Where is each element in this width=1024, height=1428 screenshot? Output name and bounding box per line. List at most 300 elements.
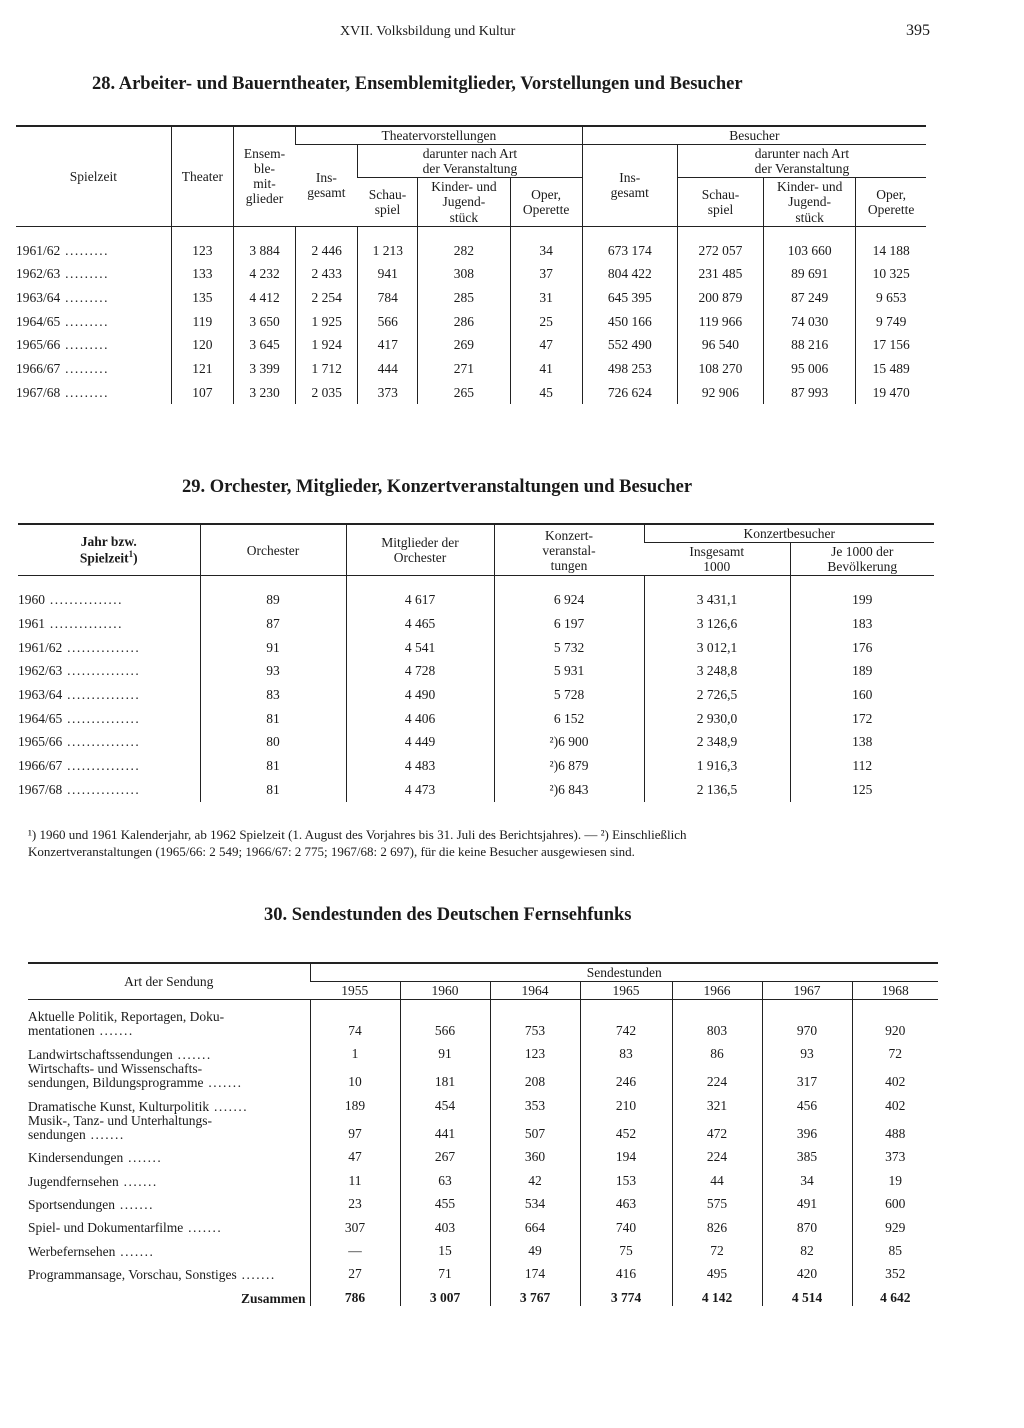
row-label-text: Aktuelle Politik, Reportagen, Doku- mentationen — [28, 1009, 225, 1039]
cell: 2 136,5 — [644, 778, 790, 802]
row-label — [18, 730, 200, 754]
row-label — [18, 683, 200, 707]
cell: 740 — [580, 1212, 672, 1235]
cell: 27 — [310, 1259, 400, 1282]
cell: 402 — [852, 1090, 938, 1113]
cell: 4 142 — [672, 1282, 762, 1305]
col-vorst-kinder: Kinder- und Jugend- stück — [418, 178, 510, 226]
col-vorst-schauspiel: Schau- spiel — [358, 178, 418, 226]
col-year: 1964 — [490, 982, 580, 1000]
leader-dots: ....... — [236, 1267, 276, 1283]
cell: 3 012,1 — [644, 636, 790, 660]
cell: 34 — [510, 226, 582, 262]
cell: 153 — [580, 1165, 672, 1188]
table-row — [16, 262, 926, 286]
row-label-text: 1966/67 — [16, 360, 61, 376]
cell: 920 — [852, 1000, 938, 1039]
col-mitglieder: Mitglieder der Orchester — [346, 524, 494, 576]
cell: 208 — [490, 1062, 580, 1090]
cell: 402 — [852, 1062, 938, 1090]
leader-dots: ....... — [85, 1126, 125, 1142]
cell: 970 — [762, 1000, 852, 1039]
cell: 282 — [418, 226, 510, 262]
table-row — [16, 286, 926, 310]
row-label-text: 1965/66 — [16, 337, 61, 353]
cell: 93 — [200, 659, 346, 683]
col-insgesamt: Insgesamt 1000 — [644, 543, 790, 576]
cell: 11 — [310, 1165, 400, 1188]
row-label-text: Jugendfernsehen — [28, 1173, 119, 1189]
table-row — [18, 754, 934, 778]
cell: 10 — [310, 1062, 400, 1090]
cell: 6 197 — [494, 612, 644, 636]
cell: 176 — [790, 636, 934, 660]
cell: 10 325 — [856, 262, 926, 286]
cell: 80 — [200, 730, 346, 754]
row-label — [16, 310, 171, 334]
cell: 472 — [672, 1114, 762, 1142]
leader-dots: ......... — [60, 384, 110, 400]
cell: ²)6 900 — [494, 730, 644, 754]
cell: 4 473 — [346, 778, 494, 802]
table-row — [28, 1090, 938, 1113]
row-label — [18, 707, 200, 731]
cell: 4 412 — [233, 286, 295, 310]
cell: 93 — [762, 1039, 852, 1062]
footnote-line-1: ¹) 1960 und 1961 Kalenderjahr, ab 1962 Spielzeit (1. August des Vorjahres bis 31. Juli des Berichtsjahres). — ²) Einschließlich — [28, 827, 687, 842]
cell: 416 — [580, 1259, 672, 1282]
leader-dots: ....... — [183, 1220, 223, 1236]
col-year: 1967 — [762, 982, 852, 1000]
cell: 2 433 — [296, 262, 358, 286]
col-vorst-insgesamt: Ins- gesamt — [296, 145, 358, 227]
cell: 89 691 — [764, 262, 856, 286]
table-row — [28, 1000, 938, 1039]
footnote-marker: 1 — [128, 549, 134, 560]
cell: 673 174 — [582, 226, 677, 262]
row-label — [28, 1142, 310, 1165]
table-29-title: 29. Orchester, Mitglieder, Konzertveranstaltungen und Besucher — [182, 477, 693, 497]
group-besucher: Besucher — [582, 126, 926, 145]
row-label-text: 1966/67 — [18, 757, 63, 773]
cell: 42 — [490, 1165, 580, 1188]
cell: 82 — [762, 1236, 852, 1259]
cell: 49 — [490, 1236, 580, 1259]
row-label — [18, 778, 200, 802]
col-je-1000: Je 1000 der Bevölkerung — [790, 543, 934, 576]
row-label-text: 1967/68 — [16, 384, 61, 400]
cell: 3 884 — [233, 226, 295, 262]
footnote-line-2: Konzertveranstaltungen (1965/66: 2 549; 1966/67: 2 775; 1967/68: 2 697), für die keine Besucher ausgewiesen sind. — [28, 843, 635, 859]
leader-dots: ......... — [60, 337, 110, 353]
cell: 2 348,9 — [644, 730, 790, 754]
table-row — [28, 1142, 938, 1165]
cell: 353 — [490, 1090, 580, 1113]
leader-dots: ....... — [115, 1197, 154, 1213]
cell: 566 — [400, 1000, 490, 1039]
table-row — [16, 333, 926, 357]
cell: 265 — [418, 381, 510, 405]
cell: 3 645 — [233, 333, 295, 357]
cell: 269 — [418, 333, 510, 357]
cell: 189 — [310, 1090, 400, 1113]
leader-dots: ......... — [60, 360, 110, 376]
table-28 — [16, 125, 926, 404]
cell: 664 — [490, 1212, 580, 1235]
cell: 15 489 — [856, 357, 926, 381]
cell: 95 006 — [764, 357, 856, 381]
col-besucher-kinder: Kinder- und Jugend- stück — [764, 178, 856, 226]
row-label-text: 1961/62 — [16, 242, 61, 258]
cell: 600 — [852, 1189, 938, 1212]
table-row — [18, 612, 934, 636]
row-label — [28, 1090, 310, 1113]
cell: 1 — [310, 1039, 400, 1062]
cell: 2 726,5 — [644, 683, 790, 707]
cell: 804 422 — [582, 262, 677, 286]
cell: 267 — [400, 1142, 490, 1165]
cell: 81 — [200, 754, 346, 778]
cell: 72 — [852, 1039, 938, 1062]
cell: 47 — [310, 1142, 400, 1165]
col-jahr-label: Jahr bzw. Spielzeit — [79, 534, 137, 566]
row-label-text: Sportsendungen — [28, 1197, 115, 1213]
cell: 784 — [358, 286, 418, 310]
cell: 4 449 — [346, 730, 494, 754]
cell: 23 — [310, 1189, 400, 1212]
cell: 3 767 — [490, 1282, 580, 1305]
cell: 81 — [200, 707, 346, 731]
cell: 200 879 — [677, 286, 763, 310]
row-label — [28, 1212, 310, 1235]
cell: 417 — [358, 333, 418, 357]
footnotes — [28, 827, 948, 861]
cell: 373 — [852, 1142, 938, 1165]
cell: 89 — [200, 576, 346, 612]
leader-dots: ......... — [60, 266, 110, 282]
cell: 454 — [400, 1090, 490, 1113]
row-label — [28, 1282, 310, 1305]
table-30 — [28, 962, 938, 1306]
group-vorst-darunter: darunter nach Art der Veranstaltung — [358, 145, 582, 178]
cell: 4 465 — [346, 612, 494, 636]
table-row — [16, 226, 926, 262]
cell: 488 — [852, 1114, 938, 1142]
col-year: 1965 — [580, 982, 672, 1000]
col-year: 1955 — [310, 982, 400, 1000]
cell: 3 230 — [233, 381, 295, 405]
cell: 107 — [171, 381, 233, 405]
leader-dots: ............... — [45, 592, 123, 608]
cell: 224 — [672, 1142, 762, 1165]
row-label-text: 1964/65 — [16, 313, 61, 329]
cell: 189 — [790, 659, 934, 683]
cell: 2 446 — [296, 226, 358, 262]
cell: 17 156 — [856, 333, 926, 357]
cell: 63 — [400, 1165, 490, 1188]
cell: 88 216 — [764, 333, 856, 357]
leader-dots: ......... — [60, 313, 110, 329]
cell: 121 — [171, 357, 233, 381]
cell: 929 — [852, 1212, 938, 1235]
cell: 456 — [762, 1090, 852, 1113]
table-row — [28, 1062, 938, 1090]
leader-dots: ....... — [209, 1098, 249, 1114]
table-row — [18, 576, 934, 612]
cell: 97 — [310, 1114, 400, 1142]
row-label — [16, 226, 171, 262]
col-art: Art der Sendung — [28, 963, 310, 1000]
cell: 308 — [418, 262, 510, 286]
row-label-text: 1960 — [18, 592, 45, 608]
cell: 83 — [580, 1039, 672, 1062]
cell: 83 — [200, 683, 346, 707]
cell: 14 188 — [856, 226, 926, 262]
table-row — [18, 778, 934, 802]
row-label-text: Programmansage, Vorschau, Sonstiges — [28, 1267, 237, 1283]
running-title: XVII. Volksbildung und Kultur — [340, 24, 516, 39]
cell: 119 966 — [677, 310, 763, 334]
cell: 199 — [790, 576, 934, 612]
cell: 44 — [672, 1165, 762, 1188]
cell: ²)6 879 — [494, 754, 644, 778]
table-28-title: 28. Arbeiter- und Bauerntheater, Ensemblemitglieder, Vorstellungen und Besucher — [92, 74, 743, 94]
row-label-text: Dramatische Kunst, Kulturpolitik — [28, 1098, 210, 1114]
row-label — [16, 286, 171, 310]
cell: 317 — [762, 1062, 852, 1090]
cell: 286 — [418, 310, 510, 334]
row-label-text: Musik-, Tanz- und Unterhaltungs- sendungen — [28, 1112, 213, 1142]
row-label — [16, 333, 171, 357]
cell: 86 — [672, 1039, 762, 1062]
cell: 507 — [490, 1114, 580, 1142]
col-besucher-schauspiel: Schau- spiel — [677, 178, 763, 226]
col-besucher-oper: Oper, Operette — [856, 178, 926, 226]
cell: 455 — [400, 1189, 490, 1212]
cell: 74 — [310, 1000, 400, 1039]
cell: 396 — [762, 1114, 852, 1142]
cell: 491 — [762, 1189, 852, 1212]
row-label — [16, 357, 171, 381]
cell: 71 — [400, 1259, 490, 1282]
row-label-text: 1962/63 — [18, 663, 63, 679]
leader-dots: ............... — [62, 734, 141, 750]
cell: 352 — [852, 1259, 938, 1282]
table-row — [28, 1189, 938, 1212]
table-row — [28, 1114, 938, 1142]
cell: 87 — [200, 612, 346, 636]
table-row — [18, 730, 934, 754]
total-row — [28, 1282, 938, 1305]
row-label-text: Zusammen — [240, 1290, 306, 1306]
cell: — — [310, 1236, 400, 1259]
cell: 3 774 — [580, 1282, 672, 1305]
cell: 566 — [358, 310, 418, 334]
cell: 9 653 — [856, 286, 926, 310]
col-year: 1960 — [400, 982, 490, 1000]
col-ensemble: Ensem- ble- mit- glieder — [233, 126, 295, 226]
cell: 1 712 — [296, 357, 358, 381]
cell: 133 — [171, 262, 233, 286]
cell: 103 660 — [764, 226, 856, 262]
cell: 194 — [580, 1142, 672, 1165]
cell: 3 399 — [233, 357, 295, 381]
cell: 4 483 — [346, 754, 494, 778]
cell: 119 — [171, 310, 233, 334]
cell: 96 540 — [677, 333, 763, 357]
table-row — [16, 357, 926, 381]
cell: 19 470 — [856, 381, 926, 405]
row-label-text: 1964/65 — [18, 710, 63, 726]
row-label — [28, 1236, 310, 1259]
row-label-text: 1965/66 — [18, 734, 63, 750]
row-label — [18, 612, 200, 636]
row-label-text: 1961/62 — [18, 639, 63, 655]
table-29 — [18, 523, 934, 802]
row-label — [16, 262, 171, 286]
cell: 120 — [171, 333, 233, 357]
col-spielzeit: Spielzeit — [16, 126, 171, 226]
row-label-text: 1962/63 — [16, 266, 61, 282]
row-label — [28, 1259, 310, 1282]
cell: 87 249 — [764, 286, 856, 310]
leader-dots: ....... — [203, 1075, 243, 1091]
cell: 45 — [510, 381, 582, 405]
table-row — [18, 659, 934, 683]
cell: 91 — [400, 1039, 490, 1062]
row-label-text: Kindersendungen — [28, 1150, 124, 1166]
cell: 92 906 — [677, 381, 763, 405]
cell: 4 617 — [346, 576, 494, 612]
cell: 160 — [790, 683, 934, 707]
cell: 498 253 — [582, 357, 677, 381]
cell: 47 — [510, 333, 582, 357]
cell: 123 — [490, 1039, 580, 1062]
row-label-text: Wirtschafts- und Wissenschafts- sendungen, Bildungsprogramme — [28, 1060, 204, 1091]
leader-dots: ............... — [62, 686, 141, 702]
cell: 803 — [672, 1000, 762, 1039]
cell: 15 — [400, 1236, 490, 1259]
group-theatervorstellungen: Theatervorstellungen — [296, 126, 583, 145]
col-year: 1966 — [672, 982, 762, 1000]
cell: 123 — [171, 226, 233, 262]
cell: 31 — [510, 286, 582, 310]
cell: 9 749 — [856, 310, 926, 334]
cell: 3 431,1 — [644, 576, 790, 612]
cell: 125 — [790, 778, 934, 802]
cell: 112 — [790, 754, 934, 778]
cell: 87 993 — [764, 381, 856, 405]
cell: 174 — [490, 1259, 580, 1282]
cell: 34 — [762, 1165, 852, 1188]
cell: 321 — [672, 1090, 762, 1113]
col-orchester: Orchester — [200, 524, 346, 576]
cell: 4 232 — [233, 262, 295, 286]
cell: 91 — [200, 636, 346, 660]
cell: 575 — [672, 1189, 762, 1212]
page-number: 395 — [906, 22, 930, 39]
leader-dots: ....... — [94, 1023, 134, 1039]
col-konzertveranstaltungen: Konzert- veranstal- tungen — [494, 524, 644, 576]
cell: 181 — [400, 1062, 490, 1090]
cell: 81 — [200, 778, 346, 802]
cell: 4 490 — [346, 683, 494, 707]
cell: 3 007 — [400, 1282, 490, 1305]
cell: 19 — [852, 1165, 938, 1188]
cell: 4 642 — [852, 1282, 938, 1305]
cell: 246 — [580, 1062, 672, 1090]
row-label — [18, 636, 200, 660]
cell: 463 — [580, 1189, 672, 1212]
leader-dots: ....... — [172, 1046, 212, 1062]
row-label — [28, 1000, 310, 1039]
table-row — [28, 1165, 938, 1188]
cell: 72 — [672, 1236, 762, 1259]
cell: 645 395 — [582, 286, 677, 310]
cell: 552 490 — [582, 333, 677, 357]
col-jahr: Jahr bzw. Spielzeit$^1$) — [18, 524, 200, 576]
cell: 753 — [490, 1000, 580, 1039]
row-label — [28, 1039, 310, 1062]
cell: 5 728 — [494, 683, 644, 707]
cell: 25 — [510, 310, 582, 334]
col-year: 1968 — [852, 982, 938, 1000]
cell: 786 — [310, 1282, 400, 1305]
leader-dots: ....... — [118, 1173, 158, 1189]
table-row — [16, 310, 926, 334]
cell: 742 — [580, 1000, 672, 1039]
table-30-title: 30. Sendestunden des Deutschen Fernsehfunks — [264, 905, 632, 925]
row-label-text: 1963/64 — [16, 289, 61, 305]
cell: 941 — [358, 262, 418, 286]
leader-dots: ............... — [62, 781, 141, 797]
row-label — [18, 576, 200, 612]
table-row — [18, 683, 934, 707]
cell: 2 930,0 — [644, 707, 790, 731]
cell: 183 — [790, 612, 934, 636]
row-label — [28, 1189, 310, 1212]
row-label-text: Werbefernsehen — [28, 1243, 116, 1259]
row-label-text: Spiel- und Dokumentarfilme — [28, 1220, 184, 1236]
table-row — [18, 707, 934, 731]
cell: 6 152 — [494, 707, 644, 731]
cell: 5 931 — [494, 659, 644, 683]
cell: 726 624 — [582, 381, 677, 405]
leader-dots: ....... — [123, 1150, 163, 1166]
row-label — [28, 1114, 310, 1142]
cell: 420 — [762, 1259, 852, 1282]
cell: 172 — [790, 707, 934, 731]
row-label — [28, 1062, 310, 1090]
cell: ²)6 843 — [494, 778, 644, 802]
cell: 870 — [762, 1212, 852, 1235]
cell: 373 — [358, 381, 418, 405]
cell: 224 — [672, 1062, 762, 1090]
table-row — [28, 1039, 938, 1062]
leader-dots: ............... — [62, 757, 141, 773]
cell: 3 248,8 — [644, 659, 790, 683]
cell: 4 728 — [346, 659, 494, 683]
leader-dots: ............... — [62, 663, 141, 679]
cell: 271 — [418, 357, 510, 381]
cell: 272 057 — [677, 226, 763, 262]
leader-dots: ............... — [62, 710, 141, 726]
cell: 4 406 — [346, 707, 494, 731]
cell: 441 — [400, 1114, 490, 1142]
cell: 108 270 — [677, 357, 763, 381]
cell: 3 126,6 — [644, 612, 790, 636]
group-sendestunden: Sendestunden — [310, 963, 938, 982]
